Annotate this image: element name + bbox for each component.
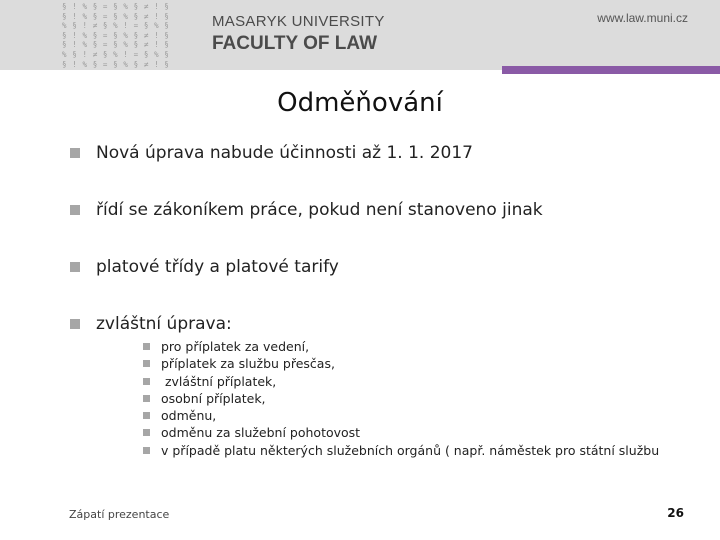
footer-text: Zápatí prezentace [69,508,170,521]
accent-bar [502,66,720,74]
bullet-square-icon [143,378,150,385]
bullet-square-icon [143,447,150,454]
faculty-name: FACULTY OF LAW [212,33,378,54]
bullet-square-icon [70,319,80,329]
bullet-square-icon [143,360,150,367]
page-number: 26 [667,506,684,520]
bullet-square-icon [70,262,80,272]
bullet-text: zvláštní úprava: [96,314,232,334]
sub-bullet-text: příplatek za službu přesčas, [161,356,335,372]
bullet-square-icon [143,395,150,402]
website-url: www.law.muni.cz [597,11,688,25]
sub-bullet-text: pro příplatek za vedení, [161,339,310,354]
sub-bullet-text: v případě platu některých služebních orgánů ( např. náměstek pro státní službu [161,442,660,458]
bullet-text: platové třídy a platové tarify [96,257,339,277]
bullet-square-icon [70,205,80,215]
slide-title: Odměňování [277,88,443,118]
bullet-text: Nová úprava nabude účinnosti až 1. 1. 2017 [96,143,473,163]
sub-bullet-text: odměnu, [161,408,217,424]
bullet-square-icon [143,343,150,350]
sub-bullet-text: zvláštní příplatek, [161,373,277,389]
bullet-text: řídí se zákoníkem práce, pokud není stanoveno jinak [96,200,543,220]
university-name: MASARYK UNIVERSITY [212,13,385,30]
header-band [0,0,720,70]
bullet-square-icon [143,412,150,419]
logo-pattern: § ! % § = § % § ≠ ! § § ! % § = § % § ≠ ! § % § ! ≠ § % ! = § % § § ! % § = § % § ≠ ! § § ! % § = § % § ≠ ! § % § ! ≠ § % ! = § % § § ! % § = § % § ≠ ! § [62,2,170,69]
sub-bullet-text: osobní příplatek, [161,390,266,406]
university-logo [212,13,385,56]
sub-bullet-text: odměnu za služební pohotovost [161,425,361,441]
bullet-square-icon [143,429,150,436]
bullet-square-icon [70,148,80,158]
